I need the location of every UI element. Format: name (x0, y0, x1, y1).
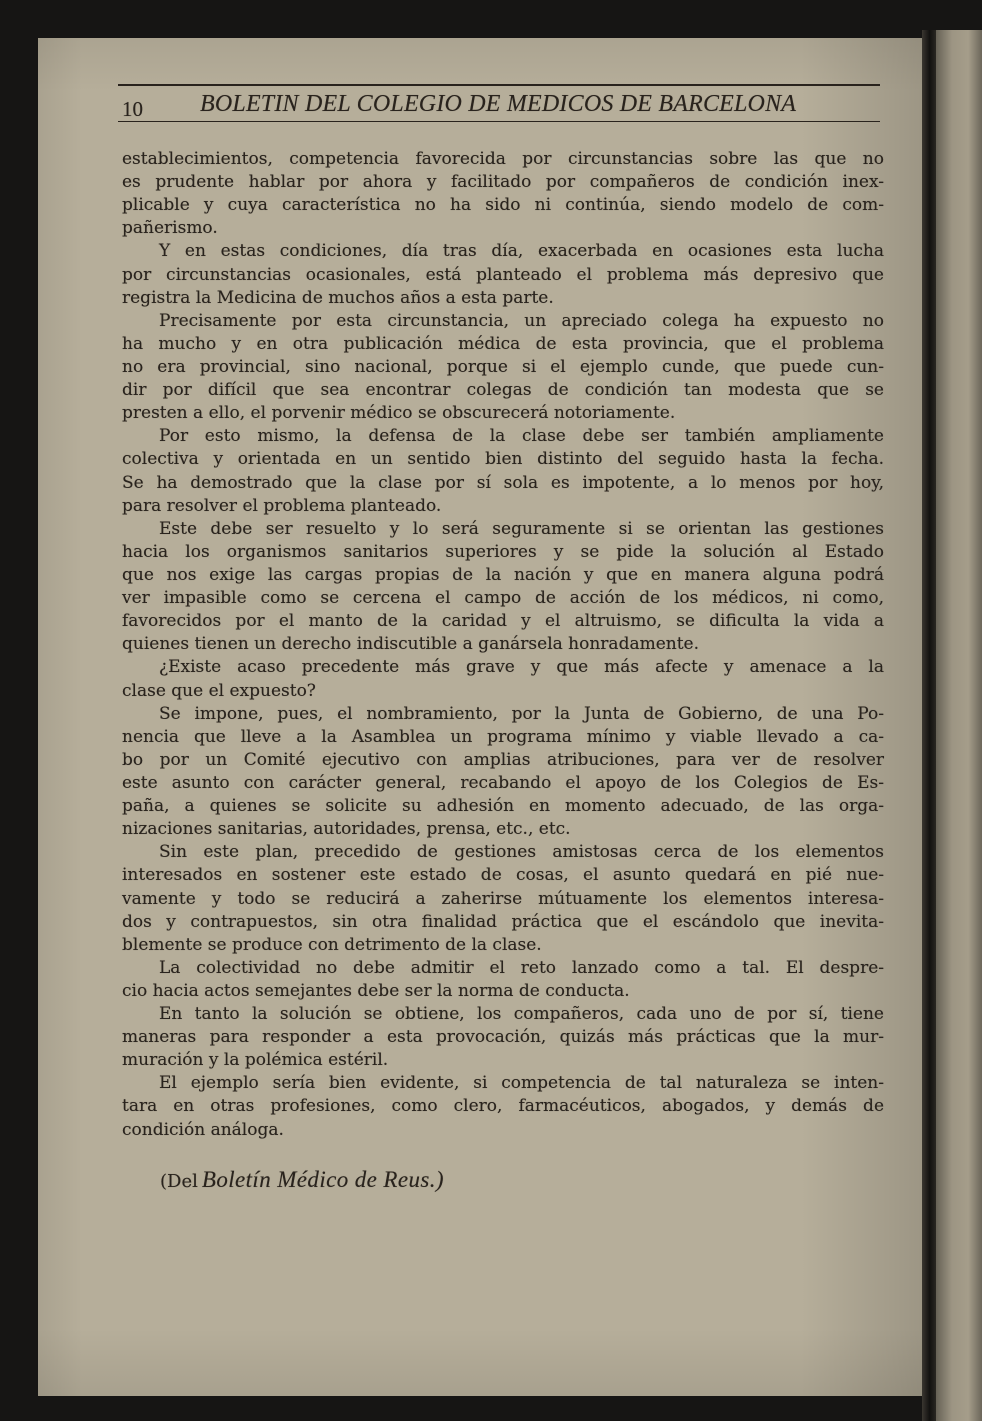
text-line: condición análoga. (122, 1119, 284, 1140)
text-line: clase que el expuesto? (122, 680, 316, 701)
text-line: Este debe ser resuelto y lo será seguramente si se orientan las gestiones (159, 518, 884, 539)
text-line: El ejemplo sería bien evidente, si competencia de tal naturaleza se inten- (159, 1073, 884, 1094)
text-line: nizaciones sanitarias, autoridades, prensa, etc., etc. (122, 819, 571, 840)
facing-page-edge (936, 30, 982, 1421)
text-line: colectiva y orientada en un sentido bien distinto del seguido hasta la fecha. (122, 449, 884, 470)
text-line: para resolver el problema planteado. (122, 495, 442, 516)
source-title: Boletín Médico de Reus. (201, 1167, 436, 1192)
source-citation (160, 1166, 444, 1197)
text-line: Se ha demostrado que la clase por sí sola es impotente, a lo menos por hoy, (122, 472, 884, 493)
text-line: por circunstancias ocasionales, está planteado el problema más depresivo que (122, 264, 884, 285)
text-line: Sin este plan, precedido de gestiones amistosas cerca de los elementos (159, 842, 884, 863)
paragraph (122, 1072, 884, 1141)
text-line: no era provincial, sino nacional, porque si el ejemplo cunde, que puede cun- (122, 356, 884, 377)
text-line: quienes tienen un derecho indiscutible a ganársela honradamente. (122, 634, 700, 655)
text-line: este asunto con carácter general, recabando el apoyo de los Colegios de Es- (122, 772, 884, 793)
text-line: maneras para responder a esta provocación, quizás más prácticas que la mur- (122, 1027, 884, 1048)
text-line: registra la Medicina de muchos años a esta parte. (122, 287, 554, 308)
header-rule-top (118, 84, 880, 86)
text-line: vamente y todo se reducirá a zaherirse mútuamente los elementos interesa- (122, 888, 884, 909)
text-line: dir por difícil que sea encontrar colegas de condición tan modesta que se (122, 380, 884, 401)
paragraph (122, 425, 884, 517)
text-line: bo por un Comité ejecutivo con amplias atribuciones, para ver de resolver (122, 749, 884, 770)
article-body (122, 148, 884, 1142)
paragraph (122, 240, 884, 309)
paragraph (122, 841, 884, 957)
header-rule-bottom (118, 121, 880, 122)
paragraph (122, 656, 884, 702)
text-line: Y en estas condiciones, día tras día, exacerbada en ocasiones esta lucha (159, 241, 884, 262)
paragraph (122, 703, 884, 842)
text-line: ¿Existe acaso precedente más grave y que más afecte y amenace a la (159, 657, 884, 678)
paragraph (122, 1003, 884, 1072)
text-line: La colectividad no debe admitir el reto lanzado como a tal. El despre- (159, 957, 884, 978)
paragraph (122, 957, 884, 1003)
source-suffix: ) (435, 1167, 444, 1192)
paragraph (122, 148, 884, 240)
text-line: cio hacia actos semejantes debe ser la norma de conducta. (122, 980, 630, 1001)
text-line: Se impone, pues, el nombramiento, por la Junta de Gobierno, de una Po- (159, 703, 884, 724)
text-line: Por esto mismo, la defensa de la clase debe ser también ampliamente (159, 426, 884, 447)
text-line: pañerismo. (122, 218, 218, 239)
text-line: paña, a quienes se solicite su adhesión en momento adecuado, de las orga- (122, 796, 884, 817)
text-line: ha mucho y en otra publicación médica de esta provincia, que el problema (122, 333, 884, 354)
text-line: En tanto la solución se obtiene, los compañeros, cada uno de por sí, tiene (159, 1004, 884, 1025)
text-line: blemente se produce con detrimento de la clase. (122, 934, 542, 955)
paragraph (122, 310, 884, 426)
text-line: que nos exige las cargas propias de la nación y que en manera alguna podrá (122, 564, 884, 585)
text-line: ver impasible como se cercena el campo de acción de los médicos, ni como, (122, 588, 884, 609)
text-line: establecimientos, competencia favorecida por circunstancias sobre las que no (122, 149, 884, 169)
page-number: 10 (122, 97, 143, 121)
text-line: hacia los organismos sanitarios superiores y se pide la solución al Estado (122, 541, 884, 562)
source-prefix: (Del (160, 1171, 198, 1192)
journal-title: BOLETIN DEL COLEGIO DE MEDICOS DE BARCELONA (200, 91, 797, 117)
text-line: interesados en sostener este estado de cosas, el asunto quedará en pié nue- (122, 865, 884, 886)
text-line: favorecidos por el manto de la caridad y el altruismo, se dificulta la vida a (122, 611, 884, 632)
text-line: nencia que lleve a la Asamblea un programa mínimo y viable llevado a ca- (122, 726, 884, 747)
text-line: tara en otras profesiones, como clero, farmacéuticos, abogados, y demás de (122, 1096, 884, 1117)
text-line: presten a ello, el porvenir médico se obscurecerá notoriamente. (122, 403, 676, 424)
gutter-shadow (922, 30, 936, 1421)
text-line: es prudente hablar por ahora y facilitado por compañeros de condición inex- (122, 172, 884, 193)
text-line: dos y contrapuestos, sin otra finalidad práctica que el escándolo que inevita- (122, 911, 884, 932)
paragraph (122, 518, 884, 657)
text-line: plicable y cuya característica no ha sido ni continúa, siendo modelo de com- (122, 195, 884, 216)
text-line: muración y la polémica estéril. (122, 1050, 389, 1071)
text-line: Precisamente por esta circunstancia, un apreciado colega ha expuesto no (159, 310, 884, 331)
